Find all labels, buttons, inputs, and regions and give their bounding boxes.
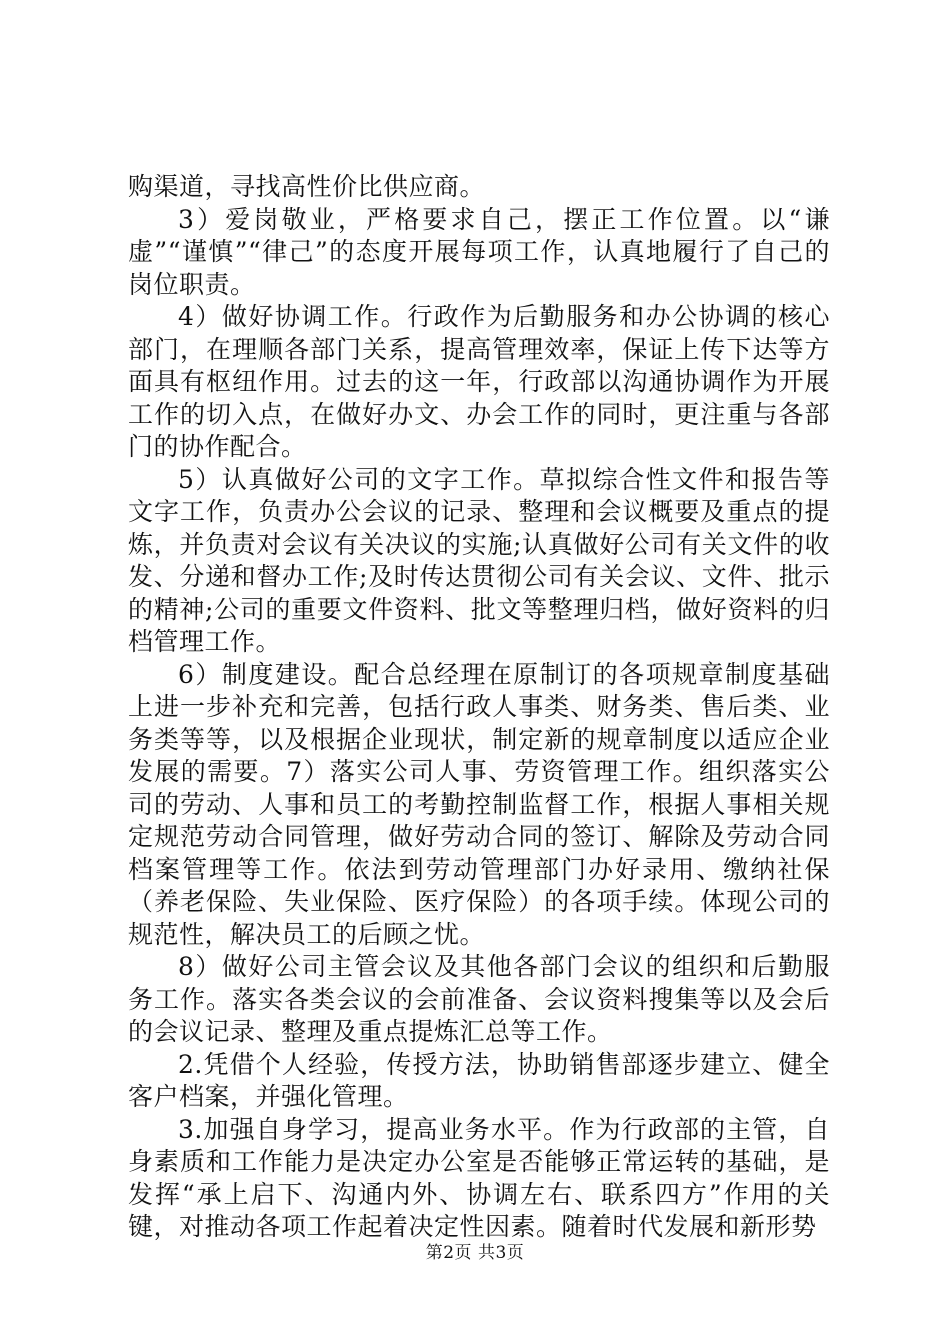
paragraph-7: 2.凭借个人经验，传授方法，协助销售部逐步建立、健全客户档案，并强化管理。 [128, 1049, 830, 1111]
paragraph-2: 3）爱岗敬业，严格要求自己，摆正工作位置。以“谦虚”“谨慎”“律己”的态度开展每项工作，认真地履行了自己的岗位职责。 [128, 204, 830, 299]
paragraph-4: 5）认真做好公司的文字工作。草拟综合性文件和报告等文字工作，负责办公会议的记录、整理和会议概要及重点的提炼，并负责对会议有关决议的实施;认真做好公司有关文件的收发、分递和督办工作;及时传达贯彻公司有关会议、文件、批示的精神;公司的重要文件资料、批文等整理归档，做好资料的归档管理工作。 [128, 464, 830, 656]
paragraph-1: 购渠道，寻找高性价比供应商。 [128, 172, 486, 201]
page-footer: 第2页 共3页 [425, 1243, 525, 1263]
paragraph-5: 6）制度建设。配合总经理在原制订的各项规章制度基础上进一步补充和完善，包括行政人事类、财务类、售后类、业务类等等，以及根据企业现状，制定新的规章制度以适应企业发展的需要。7）落实公司人事、劳资管理工作。组织落实公司的劳动、人事和员工的考勤控制监督工作，根据人事相关规定规范劳动合同管理，做好劳动合同的签订、解除及劳动合同档案管理等工作。依法到劳动管理部门办好录用、缴纳社保（养老保险、失业保险、医疗保险）的各项手续。体现公司的规范性，解决员工的后顾之忧。 [128, 659, 830, 949]
paragraph-6: 8）做好公司主管会议及其他各部门会议的组织和后勤服务工作。落实各类会议的会前准备、会议资料搜集等以及会后的会议记录、整理及重点提炼汇总等工作。 [128, 952, 830, 1046]
paragraph-3: 4）做好协调工作。行政作为后勤服务和办公协调的核心部门，在理顺各部门关系，提高管理效率，保证上传下达等方面具有枢纽作用。过去的这一年，行政部以沟通协调作为开展工作的切入点，在做好办文、办会工作的同时，更注重与各部门的协作配合。 [128, 302, 830, 461]
document-body [128, 171, 830, 1244]
paragraph-8: 3.加强自身学习，提高业务水平。作为行政部的主管，自身素质和工作能力是决定办公室是否能够正常运转的基础，是发挥“承上启下、沟通内外、协调左右、联系四方”作用的关键，对推动各项工作起着决定性因素。随着时代发展和新形势 [128, 1114, 830, 1241]
